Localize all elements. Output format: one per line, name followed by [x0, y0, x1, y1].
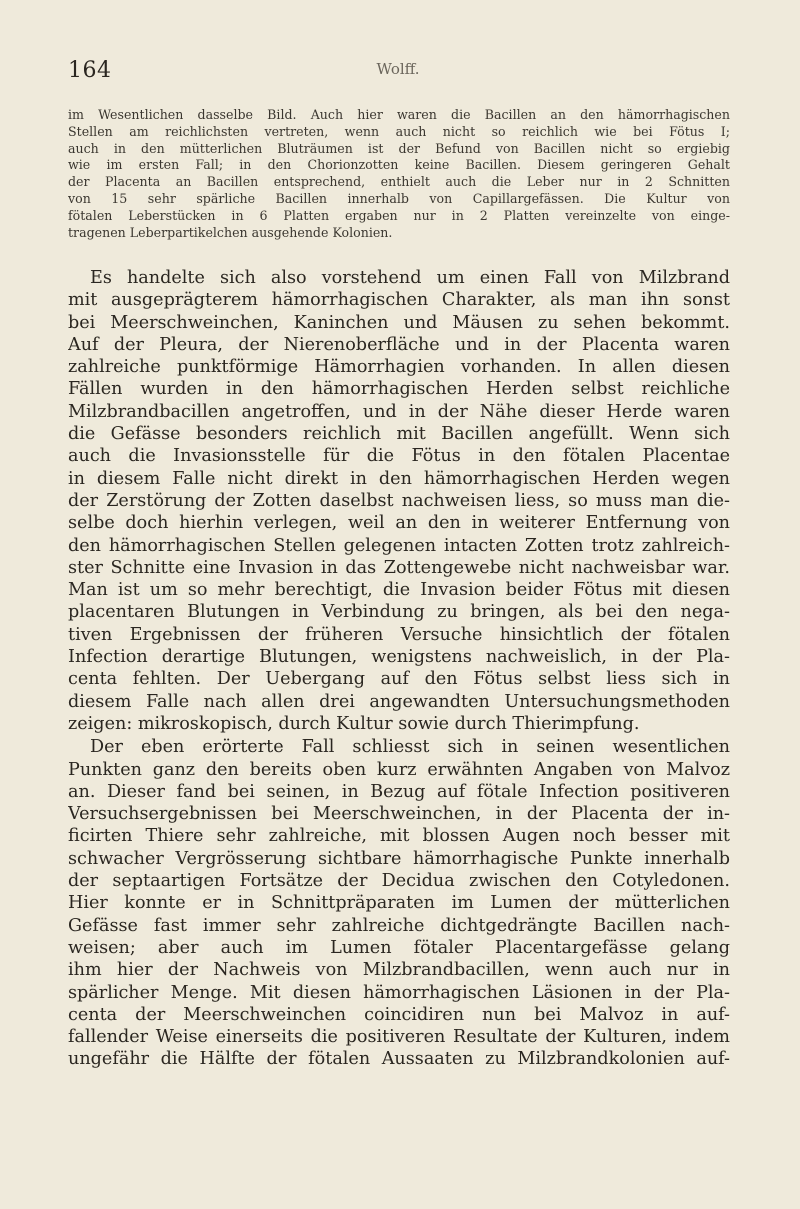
text-line: Auf der Pleura, der Nierenoberfläche und in der Placenta waren [68, 334, 730, 355]
small-print-line: Stellen am reichlichsten vertreten, wenn auch nicht so reichlich wie bei Fötus I; [68, 123, 730, 139]
text-line: tiven Ergebnissen der früheren Versuche hinsichtlich der fötalen [68, 624, 730, 645]
text-line: schwacher Vergrösserung sichtbare hämorrhagische Punkte innerhalb [68, 848, 730, 869]
text-line: Hier konnte er in Schnittpräparaten im Lumen der mütterlichen [68, 893, 730, 914]
text-line: Man ist um so mehr berechtigt, die Invasion beider Fötus mit diesen [68, 580, 730, 601]
text-line: auch die Invasionsstelle für die Fötus in den fötalen Placentae [68, 446, 730, 467]
small-print-line: fötalen Leberstücken in 6 Platten ergaben nur in 2 Platten vereinzelte von einge- [68, 207, 730, 223]
text-line: mit ausgeprägterem hämorrhagischen Charakter, als man ihn sonst [68, 290, 730, 311]
text-line: centa fehlten. Der Uebergang auf den Fötus selbst liess sich in [68, 669, 730, 690]
text-line: Milzbrandbacillen angetroffen, und in der Nähe dieser Herde waren [68, 401, 730, 422]
text-line: ster Schnitte eine Invasion in das Zottengewebe nicht nachweisbar war. [68, 557, 730, 578]
text-line: fallender Weise einerseits die positiveren Resultate der Kulturen, indem [68, 1027, 730, 1048]
text-line: zahlreiche punktförmige Hämorrhagien vorhanden. In allen diesen [68, 357, 730, 378]
text-line: ficirten Thiere sehr zahlreiche, mit blossen Augen noch besser mit [68, 826, 730, 847]
text-line: Der eben erörterte Fall schliesst sich in seinen wesentlichen [90, 737, 730, 758]
text-line: placentaren Blutungen in Verbindung zu bringen, als bei den nega- [68, 602, 730, 623]
text-line: Infection derartige Blutungen, wenigstens nachweislich, in der Pla- [68, 647, 730, 668]
text-line: bei Meerschweinchen, Kaninchen und Mäusen zu sehen bekommt. [68, 312, 730, 333]
text-line: Punkten ganz den bereits oben kurz erwähnten Angaben von Malvoz [68, 759, 730, 780]
small-print-line: tragenen Leberpartikelchen ausgehende Kolonien. [68, 224, 393, 240]
page-header [68, 58, 728, 98]
text-line: spärlicher Menge. Mit diesen hämorrhagischen Läsionen in der Pla- [68, 982, 730, 1003]
text-line: selbe doch hierhin verlegen, weil an den in weiterer Entfernung von [68, 513, 730, 534]
small-print-line: im Wesentlichen dasselbe Bild. Auch hier waren die Bacillen an den hämorrhagischen [68, 107, 730, 122]
text-line: den hämorrhagischen Stellen gelegenen intacten Zotten trotz zahlreich- [68, 535, 730, 556]
text-line: an. Dieser fand bei seinen, in Bezug auf fötale Infection positiveren [68, 781, 730, 802]
text-line: centa der Meerschweinchen coincidiren nun bei Malvoz in auf- [68, 1004, 730, 1025]
small-print-line: auch in den mütterlichen Bluträumen ist der Befund von Bacillen nicht so ergiebig [68, 140, 730, 156]
small-print-line: wie im ersten Fall; in den Chorionzotten keine Bacillen. Diesem geringeren Gehalt [68, 157, 730, 173]
paragraph-2 [68, 736, 730, 1070]
text-line: ungefähr die Hälfte der fötalen Aussaaten zu Milzbrandkolonien auf- [68, 1049, 730, 1070]
text-line: diesem Falle nach allen drei angewandten Untersuchungsmethoden [68, 691, 730, 712]
text-line: Fällen wurden in den hämorrhagischen Herden selbst reichliche [68, 379, 730, 400]
page-number: 164 [68, 58, 112, 83]
small-print-line: der Placenta an Bacillen entsprechend, enthielt auch die Leber nur in 2 Schnitten [68, 174, 730, 190]
text-line: der septaartigen Fortsätze der Decidua zwischen den Cotyledonen. [68, 871, 730, 892]
text-line: Gefässe fast immer sehr zahlreiche dichtgedrängte Bacillen nach- [68, 915, 730, 936]
text-line: der Zerstörung der Zotten daselbst nachweisen liess, so muss man die- [68, 490, 730, 511]
text-line: in diesem Falle nicht direkt in den hämorrhagischen Herden wegen [68, 468, 730, 489]
text-line: weisen; aber auch im Lumen fötaler Placentargefässe gelang [68, 937, 730, 958]
small-print-line: von 15 sehr spärliche Bacillen innerhalb von Capillargefässen. Die Kultur von [68, 190, 730, 206]
small-print-paragraph [68, 107, 730, 241]
main-text [68, 267, 730, 1071]
paragraph-1 [68, 267, 730, 735]
text-line: Versuchsergebnissen bei Meerschweinchen, in der Placenta der in- [68, 804, 730, 825]
text-line: zeigen: mikroskopisch, durch Kultur sowie durch Thierimpfung. [68, 713, 640, 734]
text-line: ihm hier der Nachweis von Milzbrandbacillen, wenn auch nur in [68, 960, 730, 981]
running-head: Wolff. [376, 60, 420, 78]
text-line: Es handelte sich also vorstehend um einen Fall von Milzbrand [90, 268, 730, 288]
text-line: die Gefässe besonders reichlich mit Bacillen angefüllt. Wenn sich [68, 424, 730, 445]
